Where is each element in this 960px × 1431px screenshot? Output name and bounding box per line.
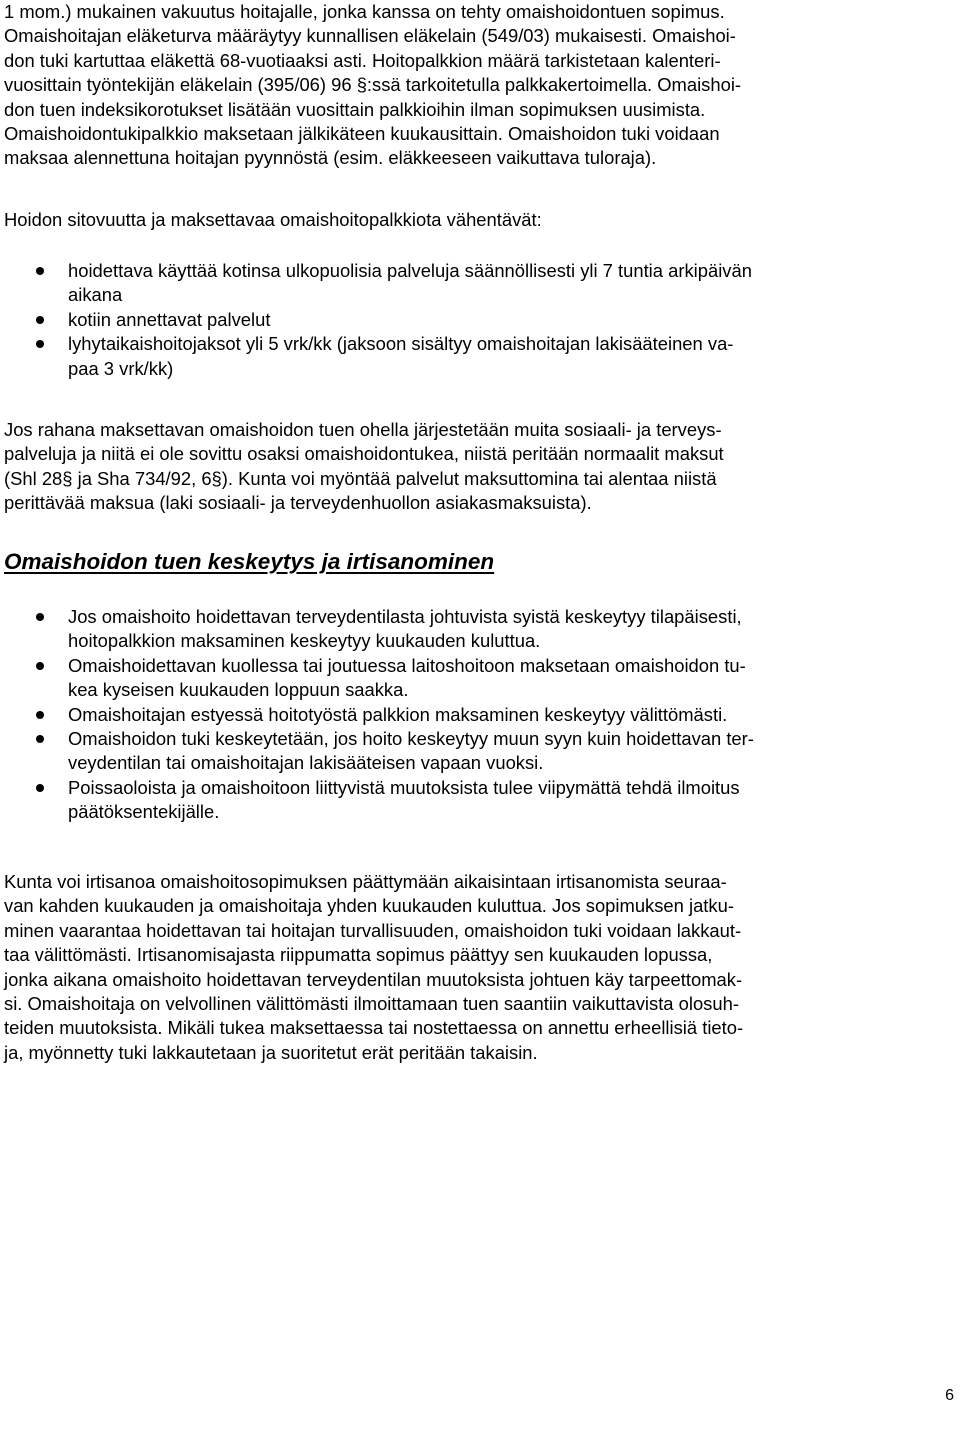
interruption-list (0, 605, 956, 825)
bullet-icon (36, 735, 44, 743)
paragraph-line: maksaa alennettuna hoitajan pyynnöstä (esim. eläkkeeseen vaikuttava tuloraja). (4, 147, 657, 169)
paragraph-line: jonka aikana omaishoito hoidettavan terveydentilan muutoksista johtuen käy tarpeettomak- (4, 968, 743, 990)
list-item-line: Poissaoloista ja omaishoitoon liittyvistä muutoksista tulee viipymättä tehdä ilmoitus (68, 776, 740, 798)
paragraph-line: minen vaarantaa hoidettavan tai hoitajan turvallisuuden, omaishoidon tuki voidaan lakkaut- (4, 919, 742, 941)
list-item-line: hoidettava käyttää kotinsa ulkopuolisia palveluja säännöllisesti yli 7 tuntia arkipäivän (68, 260, 752, 281)
list-item-line: aikana (68, 284, 123, 306)
paragraph-line: Jos rahana maksettavan omaishoidon tuen ohella järjestetään muita sosiaali- ja terveys- (4, 419, 722, 440)
list-item (0, 259, 956, 308)
paragraph-line: Hoidon sitovuutta ja maksettavaa omaishoitopalkkiota vähentävät: (4, 209, 542, 230)
paragraph-line: don tuen indeksikorotukset lisätään vuosittain palkkioihin ilman sopimuksen uusimista. (4, 98, 706, 120)
list-item-line: veydentilan tai omaishoitajan lakisääteisen vapaan vuoksi. (68, 752, 544, 774)
paragraph-line: vuosittain työntekijän eläkelain (395/06) 96 §:ssä tarkoitetulla palkkakertoimella. Omaishoi- (4, 74, 742, 96)
paragraph-line: 1 mom.) mukainen vakuutus hoitajalle, jonka kanssa on tehty omaishoidontuen sopimus. (4, 1, 725, 22)
paragraph-line: (Shl 28§ ja Sha 734/92, 6§). Kunta voi myöntää palvelut maksuttomina tai alentaa niistä (4, 467, 717, 489)
paragraph-line: taa välittömästi. Irtisanomisajasta riippumatta sopimus päättyy sen kuukauden lopussa, (4, 944, 713, 966)
list-item-line: Omaishoidettavan kuollessa tai joutuessa laitoshoitoon maksetaan omaishoidon tu- (68, 654, 746, 676)
termination-paragraph (4, 870, 954, 1065)
list-item-line: Omaishoitajan estyessä hoitotyöstä palkkion maksaminen keskeytyy välittömästi. (68, 703, 728, 725)
paragraph-line: van kahden kuukauden ja omaishoitaja yhden kuukauden kuluttua. Jos sopimuksen jatku- (4, 895, 734, 917)
paragraph-line: ja, myönnetty tuki lakkautetaan ja suoritetut erät peritään takaisin. (4, 1041, 538, 1063)
list-item-line: Jos omaishoito hoidettavan terveydentilasta johtuvista syistä keskeytyy tilapäisesti, (68, 606, 742, 627)
paragraph-line: si. Omaishoitaja on velvollinen välittömästi ilmoittamaan tuen saantiin vaikuttavista olosuh- (4, 992, 739, 1014)
list-item (0, 654, 956, 703)
list-item-line: lyhytaikaishoitojaksot yli 5 vrk/kk (jaksoon sisältyy omaishoitajan lakisääteinen va- (68, 333, 734, 355)
reduction-list (0, 259, 956, 381)
list-item (0, 776, 956, 825)
list-item-line: hoitopalkkion maksaminen keskeytyy kuukauden kuluttua. (68, 630, 541, 652)
list-item-line: paa 3 vrk/kk) (68, 357, 174, 379)
bullet-icon (36, 316, 44, 324)
bullet-icon (36, 613, 44, 621)
bullet-icon (36, 784, 44, 792)
list-item-line: päätöksentekijälle. (68, 801, 220, 823)
paragraph-line: Omaishoitajan eläketurva määräytyy kunnallisen eläkelain (549/03) mukaisesti. Omaishoi- (4, 25, 736, 47)
services-paragraph (4, 418, 954, 516)
paragraph-line: teiden muutoksista. Mikäli tukea maksettaessa tai nostettaessa on annettu erheellisiä tieto- (4, 1017, 744, 1039)
list-item-line: kea kyseisen kuukauden loppuun saakka. (68, 679, 409, 701)
list-item-line: Omaishoidon tuki keskeytetään, jos hoito keskeytyy muun syyn kuin hoidettavan ter- (68, 727, 754, 749)
list-item (0, 605, 956, 654)
paragraph-line: Kunta voi irtisanoa omaishoitosopimuksen päättymään aikaisintaan irtisanomista seuraa- (4, 871, 727, 892)
page-number: 6 (945, 1387, 954, 1404)
bullet-icon (36, 711, 44, 719)
list-item (0, 727, 956, 776)
bullet-icon (36, 662, 44, 670)
bullet-icon (36, 267, 44, 275)
paragraph-line: Omaishoidontukipalkkio maksetaan jälkikäteen kuukausittain. Omaishoidon tuki voidaan (4, 122, 720, 144)
paragraph-line: perittävää maksua (laki sosiaali- ja terveydenhuollon asiakasmaksuista). (4, 492, 592, 514)
intro-paragraph (4, 0, 954, 171)
paragraph-line: palveluja ja niitä ei ole sovittu osaksi omaishoidontukea, niistä peritään normaalit maksut (4, 443, 724, 465)
paragraph-line: don tuki kartuttaa eläkettä 68-vuotiaaksi asti. Hoitopalkkion määrä tarkistetaan kalenteri- (4, 49, 721, 71)
list-item (0, 703, 956, 727)
reduction-intro-paragraph (4, 208, 954, 232)
list-item (0, 332, 956, 381)
list-item (0, 308, 956, 332)
section-heading: Omaishoidon tuen keskeytys ja irtisanominen (4, 549, 495, 574)
list-item-line: kotiin annettavat palvelut (68, 308, 271, 330)
